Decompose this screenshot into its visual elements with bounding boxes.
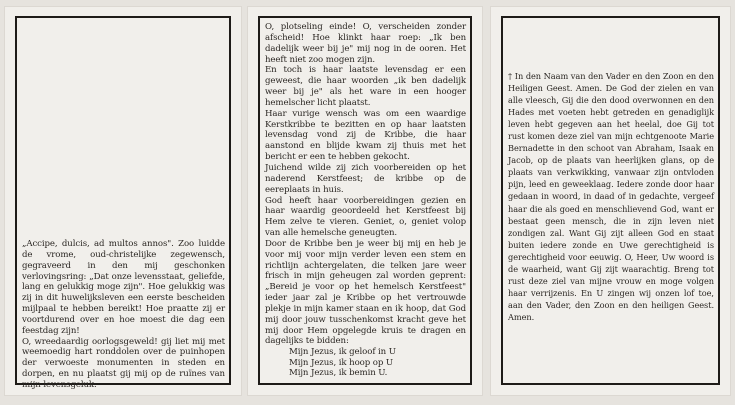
prayer-line: Mijn Jezus, ik bemin U.	[289, 368, 388, 379]
paragraph: O, wreedaardig oorlogsgeweld! gij liet mij met weemoedig hart ronddolen over de puinhopen der verwoeste monumenten in steden en dorpen, en nu plaatst gij mij op de ruïnes van mijn levensgeluk.	[22, 336, 225, 390]
paragraph: „Accipe, dulcis, ad multos annos". Zoo luidde de vrome, oud-christelijke zegewensch, gegraveerd in den mij geschonken verlovingsring: „Dat onze levensstaat, geliefde, lang en gelukkig moge zijn". Hoe gelukkig was zij in dit huwelijksleven een eerste bescheiden mijlpaal te hebben bereikt! Hoe praatte zij er voortdurend over en hoe moest die dag een feestdag zijn!	[22, 239, 225, 336]
prayer-line: Mijn Jezus, ik hoop op U	[289, 357, 393, 368]
panel-middle-text	[265, 22, 466, 379]
paragraph: God heeft haar voorbereidingen gezien en haar waardig geoordeeld het Kerstfeest bij Hem zelve te vieren. Geniet, o, geniet volop van alle hemelsche geneugten.	[265, 195, 466, 239]
paragraph: Haar vurige wensch was om een waardige Kerstkribbe te bezitten en op haar laatsten levensdag vond zij de Kribbe, die haar aanstond en blijde kwam zij thuis met het bericht er een te hebben gekocht.	[265, 108, 466, 163]
prayer-line: Mijn Jezus, ik geloof in U	[289, 347, 396, 358]
paragraph: O, plotseling einde! O, verscheiden zonder afscheid! Hoe klinkt haar roep: „Ik ben dadelijk weer bij je" mij nog in de ooren. Het heeft niet zoo mogen zijn.	[265, 22, 466, 65]
panel-border-frame	[501, 16, 720, 385]
prayer-lines	[265, 347, 466, 379]
paragraph: Door de Kribbe ben je weer bij mij en heb je voor mij voor mijn verder leven een stem en richtlijn achtergelaten, die telken jare weer frisch in mijn geheugen zal worden geprent: „Bereid je voor op het hemelsch Kerstfeest" ieder jaar zal je Kribbe op het vertrouwde plekje in mijn kamer staan en ik hoop, dat God mij door jouw tusschenkomst kracht geve het mij door Hem opgelegde kruis te dragen en dagelijks te bidden:	[265, 238, 466, 347]
card-panel-right	[490, 6, 731, 396]
panel-right-text	[508, 70, 714, 323]
card-panel-middle	[247, 6, 483, 396]
paragraph: Juichend wilde zij zich voorbereiden op het naderend Kerstfeest; de kribbe op de eereplaats in huis.	[265, 162, 466, 195]
panel-border-frame	[15, 16, 231, 390]
panel-border-frame	[258, 16, 472, 385]
card-panel-left	[4, 6, 242, 396]
paragraph: † In den Naam van den Vader en den Zoon en den Heiligen Geest. Amen. De God der zielen en van alle vleesch, Gij die den dood overwonnen en den Hades met voeten hebt getreden en genadiglijk leven hebt gegeven aan het heelal, doe Gij tot rust komen deze ziel van mijn echtgenoote Marie Bernadette in den schoot van Abraham, Isaak en Jacob, op de plaats van heerlijken glans, op de plaats van verkwikking, vanwaar zijn ontvloden pijn, leed en geweeklaag. Iedere zonde door haar gedaan in woord, in daad of in gedachte, vergeef haar die als goed en menschlievend God, want er bestaat geen mensch, die in zijn leven niet zondigen zal. Want Gij zijt alleen God en staat buiten iedere zonde en Uwe gerechtigheid is gerechtigheid voor eeuwig. O, Heer, Uw woord is de waarheid, want Gij zijt waarachtig. Breng tot rust deze ziel van mijne vrouw en moge volgen haar verrijzenis. En U zingen wij onzen lof toe, aan den Vader, den Zoon en den heiligen Geest. Amen.	[508, 71, 714, 322]
paragraph: En toch is haar laatste levensdag er een geweest, die haar woorden „ik ben dadelijk weer bij je" als het ware in een hooger hemelscher licht plaatst.	[265, 65, 466, 108]
panel-left-text	[22, 239, 225, 391]
